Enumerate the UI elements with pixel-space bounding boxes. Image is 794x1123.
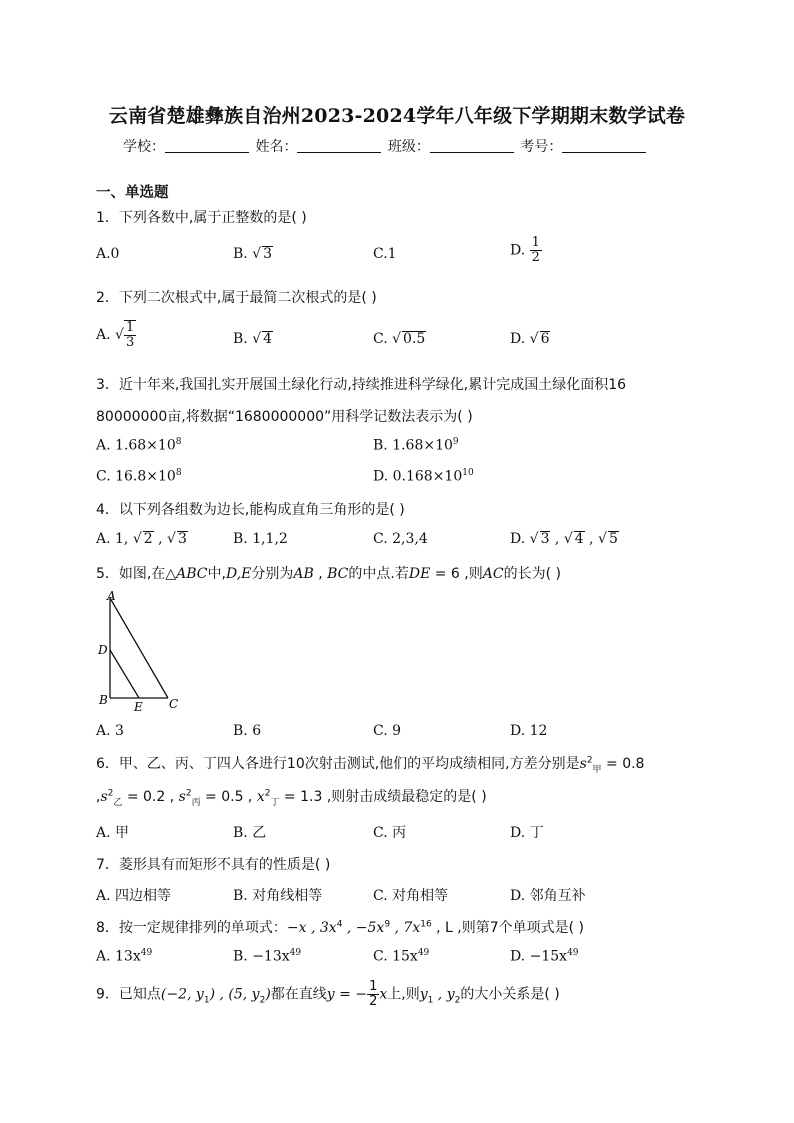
q5-p6: = 6 ,则 — [430, 566, 483, 582]
q8-stem — [96, 917, 584, 937]
q3-d-exp: 10 — [462, 468, 474, 478]
q6-s1-exp: 2 — [586, 755, 593, 766]
label-e: E — [134, 700, 143, 712]
q2-b-prefix: B. — [233, 331, 253, 347]
q2-d-radicand: 6 — [540, 331, 550, 347]
class-label: 班级： — [387, 139, 430, 155]
q2-a-num: 1 — [125, 320, 135, 335]
q8-c-exp: 49 — [417, 948, 430, 958]
q6-option-c: C. 丙 — [373, 825, 407, 841]
q2-c-prefix: C. — [373, 331, 393, 347]
q5-option-b: B. 6 — [233, 723, 262, 739]
q4-d-r2: 4 — [574, 531, 584, 547]
q4-d-r3: 5 — [608, 531, 618, 547]
name-blank[interactable] — [297, 138, 381, 153]
q6-v1: = 0.8 — [601, 756, 645, 772]
q6-s2-exp: 2 — [107, 788, 114, 799]
q3-a-exp: 8 — [175, 437, 182, 447]
q8-a-text: A. 13x — [96, 948, 141, 965]
q9-a2: 2 — [454, 995, 461, 1006]
q8-b-text: B. −13x — [233, 948, 290, 965]
q9-end: 的大小关系是( ) — [460, 986, 560, 1003]
q6-stem-line1 — [96, 753, 644, 775]
q6-stem-line2 — [96, 786, 487, 808]
q6-s1: s — [579, 756, 587, 772]
q1-option-d — [510, 236, 542, 265]
q4-a-sep: , — [153, 531, 168, 547]
q6-option-b: B. 乙 — [233, 825, 267, 841]
q5-ac: AC — [482, 566, 504, 582]
q4-option-d: D. √ 3 , √ 4 , √ 5 — [510, 531, 618, 547]
q8-s4: , L — [431, 920, 453, 936]
q1-d-num: 1 — [531, 235, 540, 250]
q8-s2: , −5x — [342, 920, 385, 936]
q9-mid: 都在直线 — [270, 986, 327, 1003]
q8-d-exp: 49 — [567, 948, 579, 958]
side-ac — [110, 598, 168, 698]
class-blank[interactable] — [430, 138, 514, 153]
q5-triangle-figure — [96, 588, 196, 712]
q9-stem — [96, 980, 560, 1009]
q5-p7: 的长为( ) — [503, 566, 561, 582]
q8-post: ,则第7个单项式是( ) — [452, 920, 585, 936]
q3-stem-line2: 80000000亩,将数据“1680000000”用科学记数法表示为( ) — [96, 409, 473, 425]
q5-p5: 的中点.若 — [348, 566, 409, 582]
q7-stem: 7．菱形具有而矩形不具有的性质是( ) — [96, 857, 331, 873]
q4-stem: 4．以下列各组数为边长,能构成直角三角形的是( ) — [96, 502, 405, 518]
q9-p2e: ) — [265, 986, 271, 1003]
q1-b-radicand: 3 — [263, 246, 273, 262]
q9-sep: , y — [433, 986, 455, 1003]
q6-option-a: A. 甲 — [96, 825, 130, 841]
q2-stem: 2．下列二次根式中,属于最简二次根式的是( ) — [96, 290, 377, 306]
q4-option-c: C. 2,3,4 — [373, 531, 428, 547]
q1-option-b: B. √ 3 — [233, 246, 273, 262]
q3-option-b — [373, 437, 459, 454]
q6-x4-sub: 丁 — [270, 797, 280, 808]
school-label: 学校： — [123, 139, 165, 155]
q4-option-a: A. 1, √ 2 , √ 3 — [96, 531, 187, 547]
number-blank[interactable] — [562, 138, 646, 153]
q9-s2: 2 — [259, 995, 266, 1006]
q9-ys: y — [419, 986, 428, 1003]
q5-stem — [96, 563, 561, 583]
q3-stem-line1: 3．近十年来,我国扎实开展国土绿化行动,持续推进科学绿化,累计完成国土绿化面积16 — [96, 377, 627, 393]
q6-line1: 6．甲、乙、丙、丁四人各进行10次射击测试,他们的平均成绩相同,方差分别是 — [96, 756, 580, 772]
q8-pre: 8．按一定规律排列的单项式： — [96, 920, 287, 936]
q8-c-text: C. 15x — [373, 948, 418, 965]
q8-option-d — [510, 948, 579, 965]
q3-option-c — [96, 468, 182, 485]
q8-option-c — [373, 948, 429, 965]
q1-d-fraction — [530, 236, 542, 265]
q7-option-a: A. 四边相等 — [96, 888, 172, 904]
q9-eq: y = − — [326, 986, 368, 1003]
q2-b-radicand: 4 — [263, 331, 273, 347]
q9-p1e: ) , (5, y — [209, 986, 260, 1003]
student-info-line — [123, 136, 648, 156]
q6-s1-sub: 甲 — [592, 764, 602, 775]
q4-option-b: B. 1,1,2 — [233, 531, 288, 547]
q2-a-den: 3 — [125, 335, 135, 350]
q4-d-prefix: D. — [510, 531, 530, 547]
q5-de: D,E — [225, 566, 252, 582]
q5-de6: DE — [408, 566, 431, 582]
q4-a-prefix: A. 1, — [96, 531, 133, 547]
number-label: 考号： — [520, 139, 563, 155]
q8-e1: 4 — [336, 919, 343, 930]
q9-fraction — [367, 980, 379, 1009]
q4-d-sep1: , — [550, 531, 564, 547]
q6-v3: = 0.5 , — [200, 789, 257, 805]
q2-d-prefix: D. — [510, 331, 530, 347]
q6-s2: s — [100, 789, 108, 805]
q9-pre: 9．已知点 — [96, 986, 161, 1003]
segment-de — [110, 650, 139, 698]
q5-p2: 中, — [207, 566, 226, 582]
q6-option-d: D. 丁 — [510, 825, 544, 841]
q3-option-a — [96, 437, 181, 454]
label-b: B — [99, 693, 108, 707]
q7-option-b: B. 对角线相等 — [233, 888, 323, 904]
q5-option-c: C. 9 — [373, 723, 402, 739]
q9-post: 上,则 — [387, 986, 420, 1003]
section-heading: 一、单选题 — [96, 185, 169, 201]
q5-p3: 分别为 — [251, 566, 294, 582]
q3-c-text: C. 16.8×10 — [96, 468, 176, 485]
q2-option-d: D. √ 6 — [510, 331, 550, 347]
q5-bc: BC — [327, 566, 349, 582]
q8-option-b — [233, 948, 301, 965]
q7-option-c: C. 对角相等 — [373, 888, 449, 904]
q9-eqx: x — [379, 986, 388, 1003]
label-d: D — [98, 643, 108, 657]
q9-num: 1 — [369, 979, 378, 994]
q1-d-den: 2 — [531, 250, 540, 265]
q8-b-exp: 49 — [289, 948, 302, 958]
q6-s2-sub: 乙 — [113, 797, 123, 808]
name-label: 姓名： — [255, 139, 298, 155]
exam-title: 云南省楚雄彝族自治州2023-2024学年八年级下学期期末数学试卷 — [108, 105, 686, 127]
q1-option-c: C.1 — [373, 246, 397, 262]
q8-d-text: D. −15x — [510, 948, 568, 965]
q8-e2: 9 — [384, 919, 391, 930]
q5-p1: 5．如图,在△ — [96, 566, 177, 582]
q3-d-text: D. 0.168×10 — [373, 468, 463, 485]
q6-sep0: , — [96, 789, 101, 805]
q2-c-radicand: 0.5 — [403, 331, 426, 347]
q1-b-prefix: B. — [233, 246, 253, 262]
q4-a-r1: 2 — [143, 531, 153, 547]
q9-den: 2 — [369, 994, 378, 1009]
q4-d-sep2: , — [584, 531, 599, 547]
q6-x4-exp: 2 — [264, 788, 271, 799]
q6-s3: s — [178, 789, 186, 805]
q5-option-a: A. 3 — [96, 723, 124, 739]
q3-option-d — [373, 468, 474, 485]
q3-b-text: B. 1.68×10 — [373, 437, 453, 454]
q2-option-c: C. √ 0.5 — [373, 331, 426, 347]
q5-ab: AB — [293, 566, 314, 582]
q8-e3: 16 — [420, 919, 432, 930]
q9-a1: 1 — [427, 995, 434, 1006]
q6-x4: x — [256, 789, 265, 805]
school-blank[interactable] — [165, 138, 249, 153]
q6-s3-sub: 丙 — [191, 797, 201, 808]
q7-option-d: D. 邻角互补 — [510, 888, 586, 904]
q3-a-text: A. 1.68×10 — [96, 437, 176, 454]
q6-v2: = 0.2 , — [122, 789, 179, 805]
q2-option-a: A. √ $\frac{1}{3}$ — [96, 320, 135, 350]
q2-a-prefix: A. — [96, 327, 116, 343]
q8-s3: , 7x — [390, 920, 421, 936]
q9-p1: (−2, y — [160, 986, 204, 1003]
q3-b-exp: 9 — [452, 437, 459, 447]
q1-d-prefix: D. — [510, 242, 530, 259]
q5-abc: ABC — [176, 566, 208, 582]
q1-stem: 1．下列各数中,属于正整数的是( ) — [96, 210, 307, 226]
q4-a-r2: 3 — [177, 531, 187, 547]
q3-c-exp: 8 — [175, 468, 182, 478]
q1-option-a: A.0 — [96, 246, 120, 262]
label-c: C — [169, 697, 179, 711]
label-a: A — [107, 589, 116, 603]
q8-seq: −x , 3x — [286, 920, 337, 936]
q2-option-b: B. √ 4 — [233, 331, 273, 347]
q8-a-exp: 49 — [140, 948, 153, 958]
q8-option-a — [96, 948, 152, 965]
q2-a-fraction — [124, 320, 136, 350]
q4-d-r1: 3 — [540, 531, 550, 547]
q6-v4: = 1.3 ,则射击成绩最稳定的是( ) — [279, 789, 487, 805]
q6-s3-exp: 2 — [185, 788, 192, 799]
q9-s1: 1 — [203, 995, 210, 1006]
q5-p4: , — [313, 566, 328, 582]
q5-option-d: D. 12 — [510, 723, 548, 739]
